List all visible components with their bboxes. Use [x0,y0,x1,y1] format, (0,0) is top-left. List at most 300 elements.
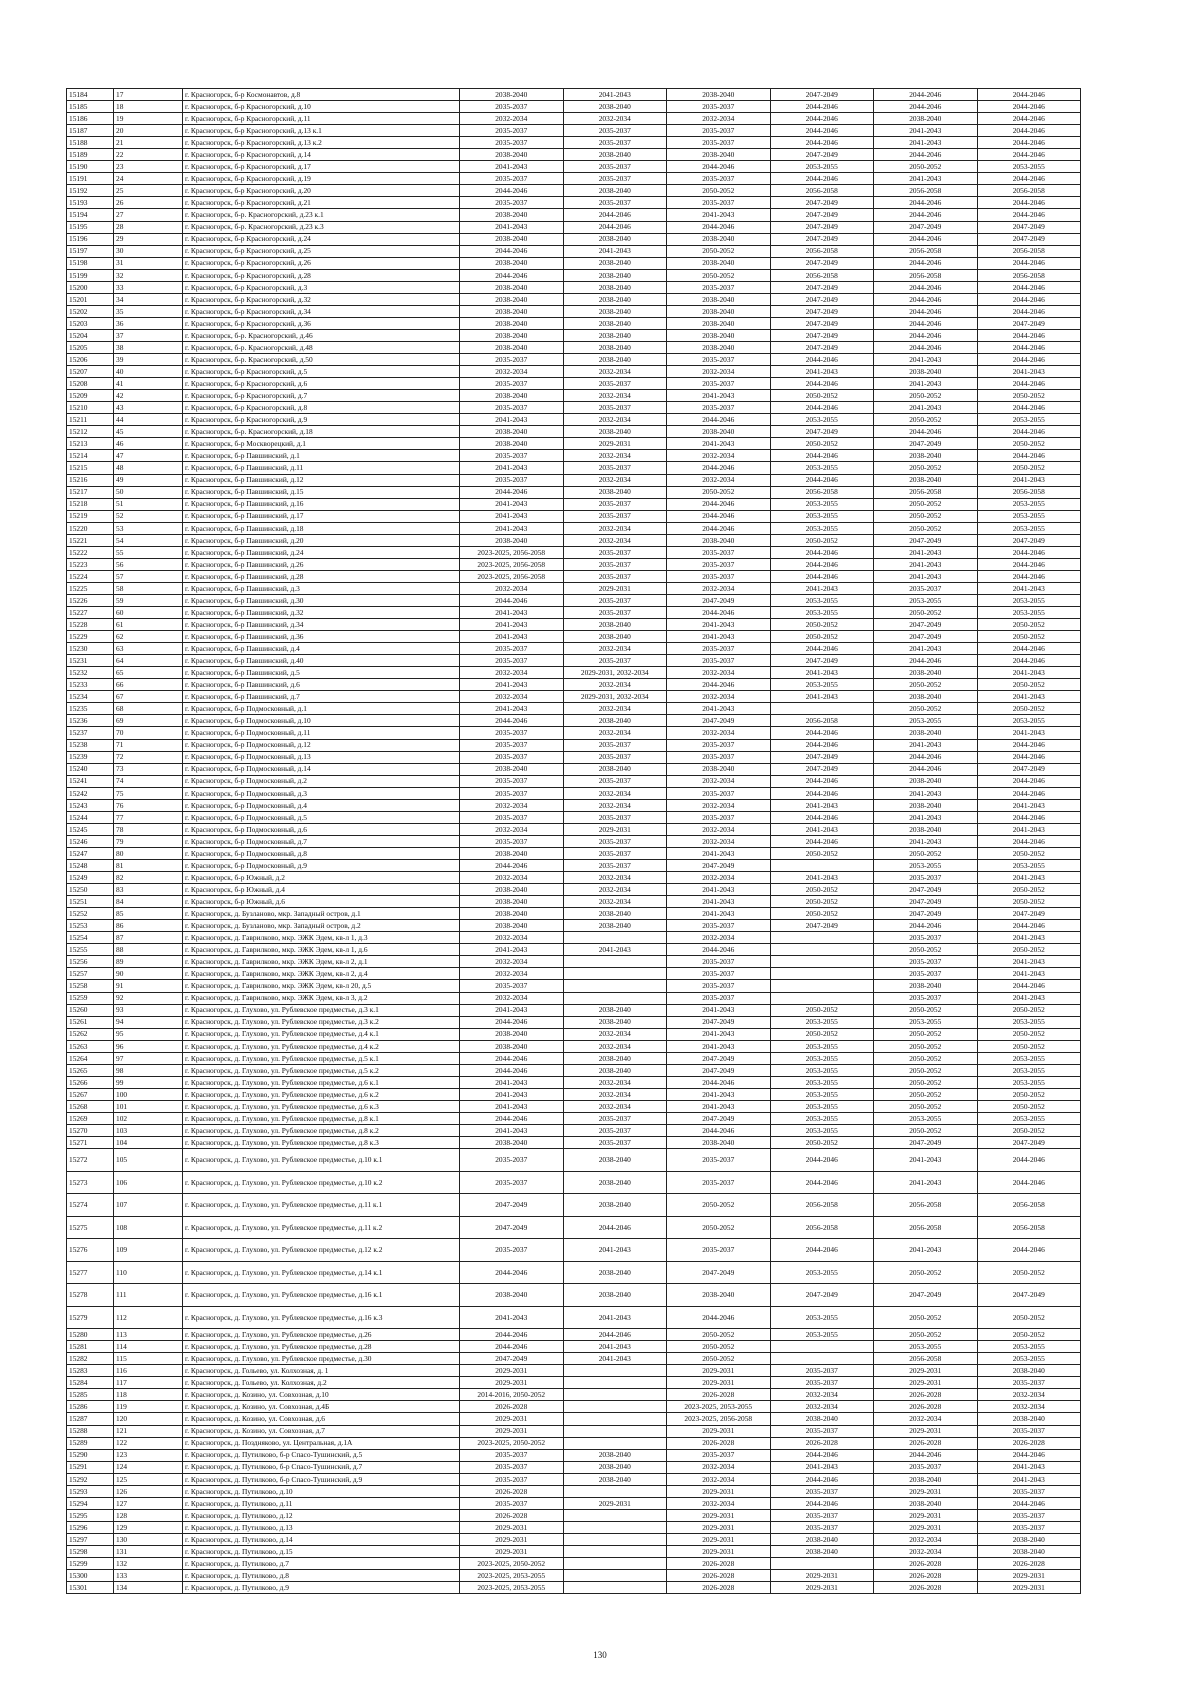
table-row [67,860,1081,872]
address-cell: г. Красногорск, д. Глухово, ул. Рублевское предместье, д.5 к.2 [183,1064,460,1076]
period-cell-6: 2050-2052 [977,896,1081,908]
period-cell-6: 2044-2046 [977,125,1081,137]
table-row [67,920,1081,932]
period-cell-6: 2044-2046 [977,402,1081,414]
period-cell-5: 2038-2040 [874,366,978,378]
address-cell: г. Красногорск, б-р Павшинский, д.5 [183,667,460,679]
address-cell: г. Красногорск, б-р Красногорский, д.3 [183,281,460,293]
table-row [67,1076,1081,1088]
period-cell-2: 2035-2037 [563,751,667,763]
row-number-cell: 32 [114,269,183,281]
period-cell-2: 2032-2034 [563,414,667,426]
period-cell-4: 2056-2058 [770,245,874,257]
row-number-cell: 102 [114,1112,183,1124]
period-cell-6: 2035-2037 [977,1377,1081,1389]
period-cell-5: 2041-2043 [874,402,978,414]
period-cell-2: 2038-2040 [563,1194,667,1217]
period-cell-6: 2044-2046 [977,89,1081,101]
period-cell-4: 2056-2058 [770,269,874,281]
period-cell-4: 2035-2037 [770,1377,874,1389]
period-cell-6: 2050-2052 [977,390,1081,402]
row-id-cell: 15198 [67,257,114,269]
period-cell-3: 2044-2046 [667,679,771,691]
period-cell-2: 2038-2040 [563,329,667,341]
period-cell-5: 2026-2028 [874,1582,978,1594]
row-number-cell: 27 [114,209,183,221]
period-cell-5: 2026-2028 [874,1401,978,1413]
period-cell-6: 2044-2046 [977,329,1081,341]
period-cell-6: 2044-2046 [977,197,1081,209]
period-cell-5: 2038-2040 [874,1473,978,1485]
period-cell-5: 2032-2034 [874,1413,978,1425]
period-cell-1: 2026-2028 [460,1509,564,1521]
period-cell-2: 2038-2040 [563,1052,667,1064]
period-cell-4: 2047-2049 [770,257,874,269]
period-cell-1: 2041-2043 [460,631,564,643]
period-cell-1: 2035-2037 [460,1149,564,1172]
period-cell-2: 2038-2040 [563,149,667,161]
period-cell-3: 2035-2037 [667,1171,771,1194]
address-cell: г. Красногорск, б-р Красногорский, д.34 [183,305,460,317]
period-cell-2: 2038-2040 [563,233,667,245]
period-cell-1: 2023-2025, 2056-2058 [460,546,564,558]
period-cell-6: 2044-2046 [977,149,1081,161]
period-cell-1: 2035-2037 [460,197,564,209]
row-id-cell: 15219 [67,510,114,522]
period-cell-6: 2050-2052 [977,1306,1081,1329]
period-cell-2: 2038-2040 [563,1171,667,1194]
address-cell: г. Красногорск, б-р Павшинский, д.17 [183,510,460,522]
row-number-cell: 23 [114,161,183,173]
table-row [67,739,1081,751]
row-id-cell: 15194 [67,209,114,221]
row-id-cell: 15256 [67,956,114,968]
table-row [67,269,1081,281]
period-cell-1: 2044-2046 [460,1052,564,1064]
period-cell-5: 2038-2040 [874,113,978,125]
table-row [67,245,1081,257]
address-cell: г. Красногорск, д. Путилково, д.15 [183,1545,460,1557]
row-id-cell: 15218 [67,498,114,510]
table-row [67,257,1081,269]
table-row [67,426,1081,438]
period-cell-2: 2038-2040 [563,486,667,498]
period-cell-3: 2026-2028 [667,1389,771,1401]
period-cell-5: 2044-2046 [874,305,978,317]
period-cell-3: 2038-2040 [667,317,771,329]
period-cell-5: 2053-2055 [874,1016,978,1028]
table-row [67,546,1081,558]
table-row [67,1016,1081,1028]
address-cell: г. Красногорск, б-р Павшинский, д.24 [183,546,460,558]
period-cell-3: 2044-2046 [667,498,771,510]
row-number-cell: 58 [114,582,183,594]
period-cell-4: 2047-2049 [770,209,874,221]
address-cell: г. Красногорск, б-р Красногорский, д.19 [183,173,460,185]
row-id-cell: 15280 [67,1329,114,1341]
period-cell-6: 2047-2049 [977,908,1081,920]
table-row [67,1449,1081,1461]
period-cell-2: 2038-2040 [563,354,667,366]
table-row [67,1377,1081,1389]
period-cell-5: 2047-2049 [874,884,978,896]
table-row [67,1389,1081,1401]
period-cell-2 [563,980,667,992]
period-cell-3: 2047-2049 [667,1052,771,1064]
address-cell: г. Красногорск, б-р Павшинский, д.7 [183,691,460,703]
period-cell-1: 2044-2046 [460,185,564,197]
period-cell-1: 2038-2040 [460,920,564,932]
table-row [67,691,1081,703]
period-cell-6: 2047-2049 [977,317,1081,329]
table-row [67,847,1081,859]
address-cell: г. Красногорск, д. Глухово, ул. Рублевское предместье, д.6 к.3 [183,1100,460,1112]
period-cell-5: 2041-2043 [874,546,978,558]
period-cell-4: 2053-2055 [770,414,874,426]
row-id-cell: 15278 [67,1284,114,1307]
table-row [67,354,1081,366]
address-cell: г. Красногорск, б-р Подмосковный, д.6 [183,823,460,835]
period-cell-6: 2044-2046 [977,293,1081,305]
row-number-cell: 53 [114,522,183,534]
row-id-cell: 15201 [67,293,114,305]
period-cell-2: 2032-2034 [563,1088,667,1100]
row-id-cell: 15250 [67,884,114,896]
row-number-cell: 93 [114,1004,183,1016]
table-row [67,137,1081,149]
period-cell-3: 2047-2049 [667,715,771,727]
period-cell-2: 2038-2040 [563,763,667,775]
period-cell-2 [563,1413,667,1425]
period-cell-2 [563,1558,667,1570]
period-cell-6: 2041-2043 [977,727,1081,739]
period-cell-4: 2050-2052 [770,534,874,546]
address-cell: г. Красногорск, б-р Павшинский, д.20 [183,534,460,546]
period-cell-6: 2044-2046 [977,920,1081,932]
period-cell-5: 2044-2046 [874,426,978,438]
period-cell-5: 2029-2031 [874,1485,978,1497]
period-cell-6: 2050-2052 [977,619,1081,631]
row-number-cell: 34 [114,293,183,305]
period-cell-1: 2038-2040 [460,896,564,908]
period-cell-4: 2050-2052 [770,438,874,450]
period-cell-5: 2035-2037 [874,932,978,944]
table-row [67,884,1081,896]
table-row [67,1558,1081,1570]
period-cell-6: 2050-2052 [977,944,1081,956]
period-cell-5: 2035-2037 [874,1461,978,1473]
period-cell-6: 2041-2043 [977,1473,1081,1485]
period-cell-2: 2035-2037 [563,558,667,570]
row-id-cell: 15291 [67,1461,114,1473]
table-row [67,787,1081,799]
table-row [67,366,1081,378]
address-cell: г. Красногорск, б-р Павшинский, д.11 [183,462,460,474]
period-cell-1: 2035-2037 [460,1449,564,1461]
period-cell-1: 2023-2025, 2050-2052 [460,1558,564,1570]
period-cell-5: 2041-2043 [874,354,978,366]
period-cell-4: 2047-2049 [770,281,874,293]
period-cell-4 [770,1558,874,1570]
row-id-cell: 15255 [67,944,114,956]
period-cell-4 [770,992,874,1004]
period-cell-4: 2041-2043 [770,799,874,811]
period-cell-4: 2053-2055 [770,1125,874,1137]
row-id-cell: 15193 [67,197,114,209]
period-cell-3: 2038-2040 [667,233,771,245]
row-id-cell: 15230 [67,643,114,655]
address-cell: г. Красногорск, д. Глухово, ул. Рублевское предместье, д.11 к.1 [183,1194,460,1217]
row-number-cell: 19 [114,113,183,125]
row-number-cell: 39 [114,354,183,366]
table-row [67,619,1081,631]
period-cell-4: 2050-2052 [770,619,874,631]
period-cell-1: 2035-2037 [460,835,564,847]
period-cell-5: 2050-2052 [874,161,978,173]
period-cell-3: 2044-2046 [667,1306,771,1329]
period-cell-3: 2029-2031 [667,1425,771,1437]
period-cell-5: 2044-2046 [874,101,978,113]
period-cell-4: 2053-2055 [770,1261,874,1284]
period-cell-5: 2047-2049 [874,534,978,546]
table-row [67,1171,1081,1194]
address-cell: г. Красногорск, б-р Красногорский, д.24 [183,233,460,245]
period-cell-4: 2044-2046 [770,402,874,414]
table-row [67,908,1081,920]
period-cell-1: 2035-2037 [460,1497,564,1509]
period-cell-4: 2053-2055 [770,522,874,534]
period-cell-4: 2047-2049 [770,763,874,775]
period-cell-4: 2053-2055 [770,510,874,522]
period-cell-1: 2035-2037 [460,751,564,763]
period-cell-3: 2035-2037 [667,546,771,558]
row-number-cell: 76 [114,799,183,811]
row-id-cell: 15233 [67,679,114,691]
row-id-cell: 15197 [67,245,114,257]
period-cell-6: 2038-2040 [977,1365,1081,1377]
period-cell-2 [563,1389,667,1401]
row-id-cell: 15240 [67,763,114,775]
period-cell-2: 2038-2040 [563,317,667,329]
period-cell-2 [563,1582,667,1594]
period-cell-2: 2035-2037 [563,137,667,149]
period-cell-1: 2032-2034 [460,799,564,811]
row-number-cell: 66 [114,679,183,691]
row-id-cell: 15283 [67,1365,114,1377]
row-number-cell: 118 [114,1389,183,1401]
row-number-cell: 49 [114,474,183,486]
period-cell-6: 2029-2031 [977,1582,1081,1594]
period-cell-3: 2038-2040 [667,305,771,317]
period-cell-4: 2053-2055 [770,1088,874,1100]
address-cell: г. Красногорск, д. Гаврилково, мкр. ЭЖК Эдем, кв-л 2, д.4 [183,968,460,980]
period-cell-6: 2035-2037 [977,1509,1081,1521]
period-cell-6: 2056-2058 [977,245,1081,257]
period-cell-5: 2047-2049 [874,631,978,643]
period-cell-2: 2035-2037 [563,1125,667,1137]
row-id-cell: 15293 [67,1485,114,1497]
row-number-cell: 88 [114,944,183,956]
period-cell-1: 2047-2049 [460,1216,564,1239]
period-cell-6: 2056-2058 [977,1194,1081,1217]
period-cell-3: 2023-2025, 2053-2055 [667,1401,771,1413]
row-number-cell: 125 [114,1473,183,1485]
period-cell-5: 2044-2046 [874,920,978,932]
row-id-cell: 15241 [67,775,114,787]
period-cell-3: 2044-2046 [667,221,771,233]
period-cell-3: 2035-2037 [667,643,771,655]
period-cell-5: 2050-2052 [874,498,978,510]
table-row [67,1521,1081,1533]
table-row [67,932,1081,944]
row-id-cell: 15200 [67,281,114,293]
period-cell-6: 2044-2046 [977,378,1081,390]
period-cell-5: 2056-2058 [874,1216,978,1239]
row-number-cell: 64 [114,655,183,667]
period-cell-5: 2044-2046 [874,751,978,763]
period-cell-1: 2032-2034 [460,113,564,125]
row-id-cell: 15185 [67,101,114,113]
period-cell-4: 2050-2052 [770,631,874,643]
period-cell-1: 2041-2043 [460,1100,564,1112]
address-cell: г. Красногорск, б-р. Красногорский, д.23 к.1 [183,209,460,221]
period-cell-3: 2029-2031 [667,1509,771,1521]
table-row [67,1413,1081,1425]
period-cell-1: 2035-2037 [460,1461,564,1473]
address-cell: г. Красногорск, б-р Южный, д.4 [183,884,460,896]
table-row [67,1353,1081,1365]
period-cell-5: 2044-2046 [874,655,978,667]
period-cell-6: 2044-2046 [977,980,1081,992]
address-cell: г. Красногорск, б-р Красногорский, д.7 [183,390,460,402]
period-cell-4: 2047-2049 [770,89,874,101]
period-cell-4: 2047-2049 [770,426,874,438]
row-number-cell: 111 [114,1284,183,1307]
period-cell-5: 2050-2052 [874,1088,978,1100]
period-cell-2: 2029-2031 [563,1497,667,1509]
period-cell-2: 2038-2040 [563,1261,667,1284]
period-cell-4: 2053-2055 [770,1076,874,1088]
period-cell-5: 2044-2046 [874,341,978,353]
row-number-cell: 57 [114,570,183,582]
period-cell-2: 2041-2043 [563,245,667,257]
row-id-cell: 15207 [67,366,114,378]
period-cell-6: 2053-2055 [977,594,1081,606]
period-cell-5: 2026-2028 [874,1437,978,1449]
period-cell-6: 2053-2055 [977,1076,1081,1088]
row-id-cell: 15243 [67,799,114,811]
period-cell-6: 2047-2049 [977,534,1081,546]
period-cell-2: 2038-2040 [563,908,667,920]
period-cell-6: 2038-2040 [977,1533,1081,1545]
row-id-cell: 15189 [67,149,114,161]
address-cell: г. Красногорск, д. Поздняково, ул. Центральная, д.1А [183,1437,460,1449]
table-row [67,763,1081,775]
period-cell-6: 2056-2058 [977,486,1081,498]
row-number-cell: 100 [114,1088,183,1100]
row-id-cell: 15186 [67,113,114,125]
table-row [67,197,1081,209]
row-id-cell: 15285 [67,1389,114,1401]
address-cell: г. Красногорск, д. Глухово, ул. Рублевское предместье, д.10 к.1 [183,1149,460,1172]
table-row [67,498,1081,510]
period-cell-6: 2029-2031 [977,1570,1081,1582]
period-cell-4: 2053-2055 [770,594,874,606]
period-cell-6: 2044-2046 [977,643,1081,655]
table-row [67,450,1081,462]
period-cell-2: 2029-2031 [563,823,667,835]
period-cell-4: 2044-2046 [770,643,874,655]
address-cell: г. Красногорск, д. Путилково, д.10 [183,1485,460,1497]
address-cell: г. Красногорск, б-р Красногорский, д.20 [183,185,460,197]
row-number-cell: 108 [114,1216,183,1239]
table-row [67,1401,1081,1413]
period-cell-1: 2035-2037 [460,101,564,113]
period-cell-1: 2041-2043 [460,1076,564,1088]
period-cell-2: 2032-2034 [563,522,667,534]
row-id-cell: 15288 [67,1425,114,1437]
period-cell-2: 2044-2046 [563,1329,667,1341]
row-number-cell: 131 [114,1545,183,1557]
table-row [67,1004,1081,1016]
table-row [67,317,1081,329]
period-cell-6: 2050-2052 [977,1329,1081,1341]
period-cell-1: 2038-2040 [460,884,564,896]
period-cell-4: 2041-2043 [770,872,874,884]
table-row [67,570,1081,582]
address-cell: г. Красногорск, б-р. Красногорский, д.50 [183,354,460,366]
period-cell-2: 2032-2034 [563,703,667,715]
period-cell-3: 2032-2034 [667,691,771,703]
address-cell: г. Красногорск, д. Козино, ул. Совхозная, д.4Б [183,1401,460,1413]
period-cell-5: 2038-2040 [874,980,978,992]
period-cell-4: 2050-2052 [770,1137,874,1149]
row-number-cell: 52 [114,510,183,522]
period-cell-2 [563,956,667,968]
row-id-cell: 15238 [67,739,114,751]
period-cell-4: 2041-2043 [770,366,874,378]
period-cell-3: 2035-2037 [667,402,771,414]
table-row [67,1040,1081,1052]
period-cell-2 [563,1437,667,1449]
period-cell-3: 2032-2034 [667,775,771,787]
row-number-cell: 46 [114,438,183,450]
period-cell-3: 2035-2037 [667,655,771,667]
address-cell: г. Красногорск, б-р Павшинский, д.32 [183,607,460,619]
row-id-cell: 15268 [67,1100,114,1112]
period-cell-2: 2041-2043 [563,944,667,956]
address-cell: г. Красногорск, б-р Красногорский, д.9 [183,414,460,426]
row-number-cell: 67 [114,691,183,703]
row-number-cell: 109 [114,1239,183,1262]
period-cell-5: 2056-2058 [874,486,978,498]
address-cell: г. Красногорск, д. Путилково, д.14 [183,1533,460,1545]
period-cell-2: 2044-2046 [563,209,667,221]
row-number-cell: 106 [114,1171,183,1194]
address-cell: г. Красногорск, б-р Красногорский, д.10 [183,101,460,113]
table-row [67,775,1081,787]
table-row [67,835,1081,847]
period-cell-6: 2041-2043 [977,956,1081,968]
period-cell-1: 2044-2046 [460,1329,564,1341]
address-cell: г. Красногорск, б-р Красногорский, д.11 [183,113,460,125]
row-number-cell: 51 [114,498,183,510]
period-cell-3: 2050-2052 [667,245,771,257]
period-cell-4 [770,860,874,872]
period-cell-1: 2035-2037 [460,739,564,751]
row-number-cell: 83 [114,884,183,896]
period-cell-2 [563,1377,667,1389]
